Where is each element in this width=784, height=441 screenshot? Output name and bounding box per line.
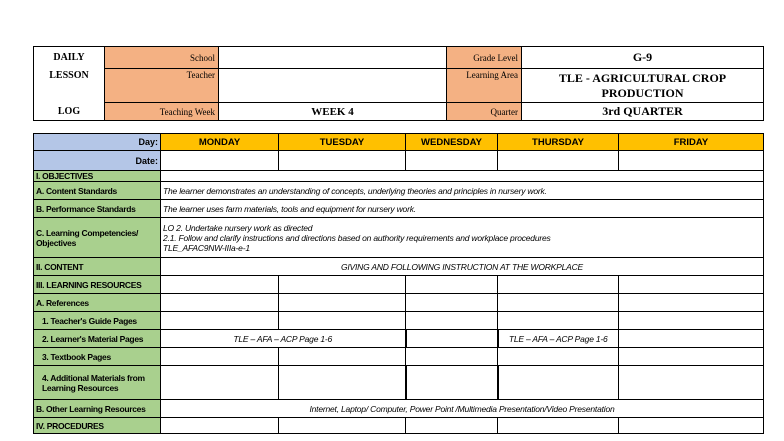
cell [161,294,279,312]
cell [619,294,764,312]
header-table [33,46,764,121]
performance-standards-label: B. Performance Standards [34,200,161,218]
content-standards-text: The learner demonstrates an understanding of concepts, underlying theories and principles in nursery work. [161,182,764,200]
date-tuesday[interactable] [279,151,406,171]
procedures-label: IV. PROCEDURES [34,418,161,434]
objectives-cell [161,171,764,182]
competency-line: TLE_AFAC9NW-IIIa-e-1 [163,242,250,253]
teachers-guide-label: 1. Teacher's Guide Pages [34,312,161,330]
learners-material-wed [406,330,498,348]
cell [619,276,764,294]
cell [498,312,619,330]
cell [406,348,498,366]
other-resources-label: B. Other Learning Resources [34,400,161,418]
textbook-label: 3. Textbook Pages [34,348,161,366]
learners-material-fri [619,330,764,348]
date-monday[interactable] [161,151,279,171]
day-monday: MONDAY [161,134,279,151]
title-daily: DAILY [34,47,105,69]
day-friday: FRIDAY [619,134,764,151]
cell [498,294,619,312]
day-wednesday: WEDNESDAY [406,134,498,151]
objectives-label: I. OBJECTIVES [34,171,161,182]
learning-resources-label: III. LEARNING RESOURCES [34,276,161,294]
learning-area-value: TLE - AGRICULTURAL CROP PRODUCTION [522,69,764,103]
cell [279,294,406,312]
cell [279,366,406,400]
references-label: A. References [34,294,161,312]
competency-line: LO 2. Undertake nursery work as directed [163,222,313,233]
competencies-label: C. Learning Competencies/ Objectives [34,218,161,258]
content-label: II. CONTENT [34,258,161,276]
date-friday[interactable] [619,151,764,171]
grade-level-label: Grade Level [447,47,522,69]
competency-line: 2.1. Follow and clarify instructions and directions based on authority requirements and workplace procedures [163,232,551,243]
cell [161,366,279,400]
cell [619,348,764,366]
quarter-value: 3rd QUARTER [522,103,764,121]
cell [161,312,279,330]
cell [498,276,619,294]
quarter-label: Quarter [447,103,522,121]
cell [406,276,498,294]
teacher-label: Teacher [105,69,219,103]
teaching-week-value: WEEK 4 [219,103,447,121]
additional-materials-label: 4. Additional Materials from Learning Resources [34,366,161,400]
cell [406,312,498,330]
cell [279,348,406,366]
cell [498,366,619,400]
date-wednesday[interactable] [406,151,498,171]
day-tuesday: TUESDAY [279,134,406,151]
teaching-week-label: Teaching Week [105,103,219,121]
cell [619,418,764,434]
teacher-value[interactable] [219,69,447,103]
cell [406,294,498,312]
cell [161,418,279,434]
title-log: LOG [34,103,105,121]
other-resources-text: Internet, Laptop/ Computer, Power Point /Multimedia Presentation/Video Presentation [161,400,764,418]
title-lesson: LESSON [34,69,105,103]
cell [279,418,406,434]
date-label: Date: [34,151,161,171]
day-label: Day: [34,134,161,151]
lesson-table [33,133,764,434]
cell [498,348,619,366]
date-thursday[interactable] [498,151,619,171]
day-thursday: THURSDAY [498,134,619,151]
performance-standards-text: The learner uses farm materials, tools and equipment for nursery work. [161,200,764,218]
cell [619,312,764,330]
cell [406,418,498,434]
learners-material-mon-tue: TLE – AFA – ACP Page 1-6 [161,330,406,348]
grade-level-value: G-9 [522,47,764,69]
school-value[interactable] [219,47,447,69]
cell [161,348,279,366]
cell [406,366,498,400]
competencies-cell [161,218,764,258]
learners-material-label: 2. Learner's Material Pages [34,330,161,348]
school-label: School [105,47,219,69]
cell [279,312,406,330]
content-standards-label: A. Content Standards [34,182,161,200]
cell [161,276,279,294]
cell [619,366,764,400]
content-text: GIVING AND FOLLOWING INSTRUCTION AT THE WORKPLACE [161,258,764,276]
cell [279,276,406,294]
learners-material-thu: TLE – AFA – ACP Page 1-6 [498,330,619,348]
cell [498,418,619,434]
learning-area-label: Learning Area [447,69,522,103]
